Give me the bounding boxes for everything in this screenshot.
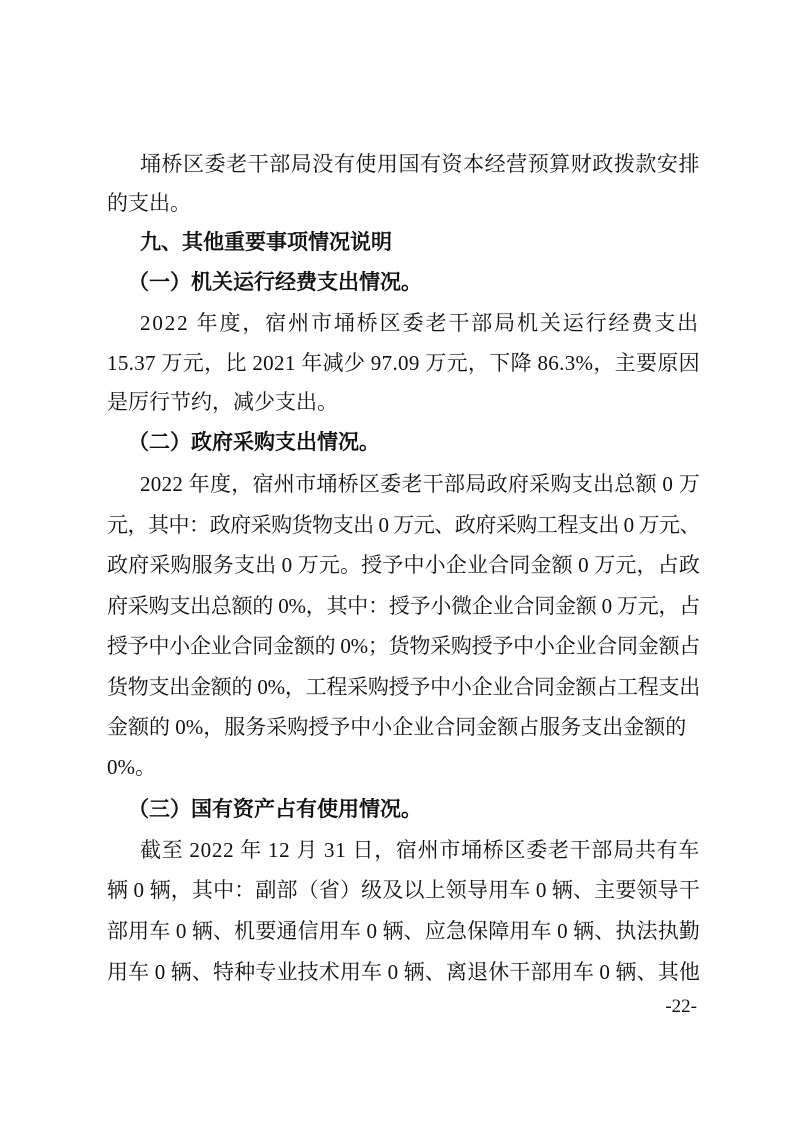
text-line: 授予中小企业合同金额的 0%；货物采购授予中小企业合同金额占 <box>107 634 700 658</box>
text-line: 截至 2022 年 12 月 31 日，宿州市埇桥区委老干部局共有车 <box>140 838 700 862</box>
text-line: 元，其中：政府采购货物支出 0 万元、政府采购工程支出 0 万元、 <box>107 513 700 537</box>
text-line: 府采购支出总额的 0%，其中：授予小微企业合同金额 0 万元，占 <box>107 594 700 618</box>
text-line: 埇桥区委老干部局没有使用国有资本经营预算财政拨款安排 <box>140 152 700 176</box>
text-line: 政府采购服务支出 0 万元。授予中小企业合同金额 0 万元，占政 <box>107 553 700 577</box>
text-line: 是厉行节约，减少支出。 <box>107 390 338 414</box>
section-heading: （一）机关运行经费支出情况。 <box>128 271 422 294</box>
text-line: 辆 0 辆，其中：副部（省）级及以上领导用车 0 辆、主要领导干 <box>107 878 700 902</box>
section-heading: （二）政府采购支出情况。 <box>128 431 380 454</box>
text-line: 2022 年度，宿州市埇桥区委老干部局政府采购支出总额 0 万 <box>140 472 700 496</box>
text-line: 2022 年度，宿州市埇桥区委老干部局机关运行经费支出 <box>140 311 700 335</box>
text-line: 0%。 <box>107 755 156 779</box>
text-line: 用车 0 辆、特种专业技术用车 0 辆、离退休干部用车 0 辆、其他 <box>107 960 700 984</box>
section-heading: 九、其他重要事项情况说明 <box>140 231 392 254</box>
text-line: 货物支出金额的 0%，工程采购授予中小企业合同金额占工程支出 <box>107 675 700 699</box>
text-line: 金额的 0%，服务采购授予中小企业合同金额占服务支出金额的 <box>107 715 687 739</box>
text-line: 15.37 万元，比 2021 年减少 97.09 万元，下降 86.3%，主要原因 <box>107 351 700 375</box>
text-line: 的支出。 <box>107 191 191 215</box>
section-heading: （三）国有资产占有使用情况。 <box>128 798 422 821</box>
text-line: 部用车 0 辆、机要通信用车 0 辆、应急保障用车 0 辆、执法执勤 <box>107 919 700 943</box>
page-number: -22- <box>665 996 697 1017</box>
